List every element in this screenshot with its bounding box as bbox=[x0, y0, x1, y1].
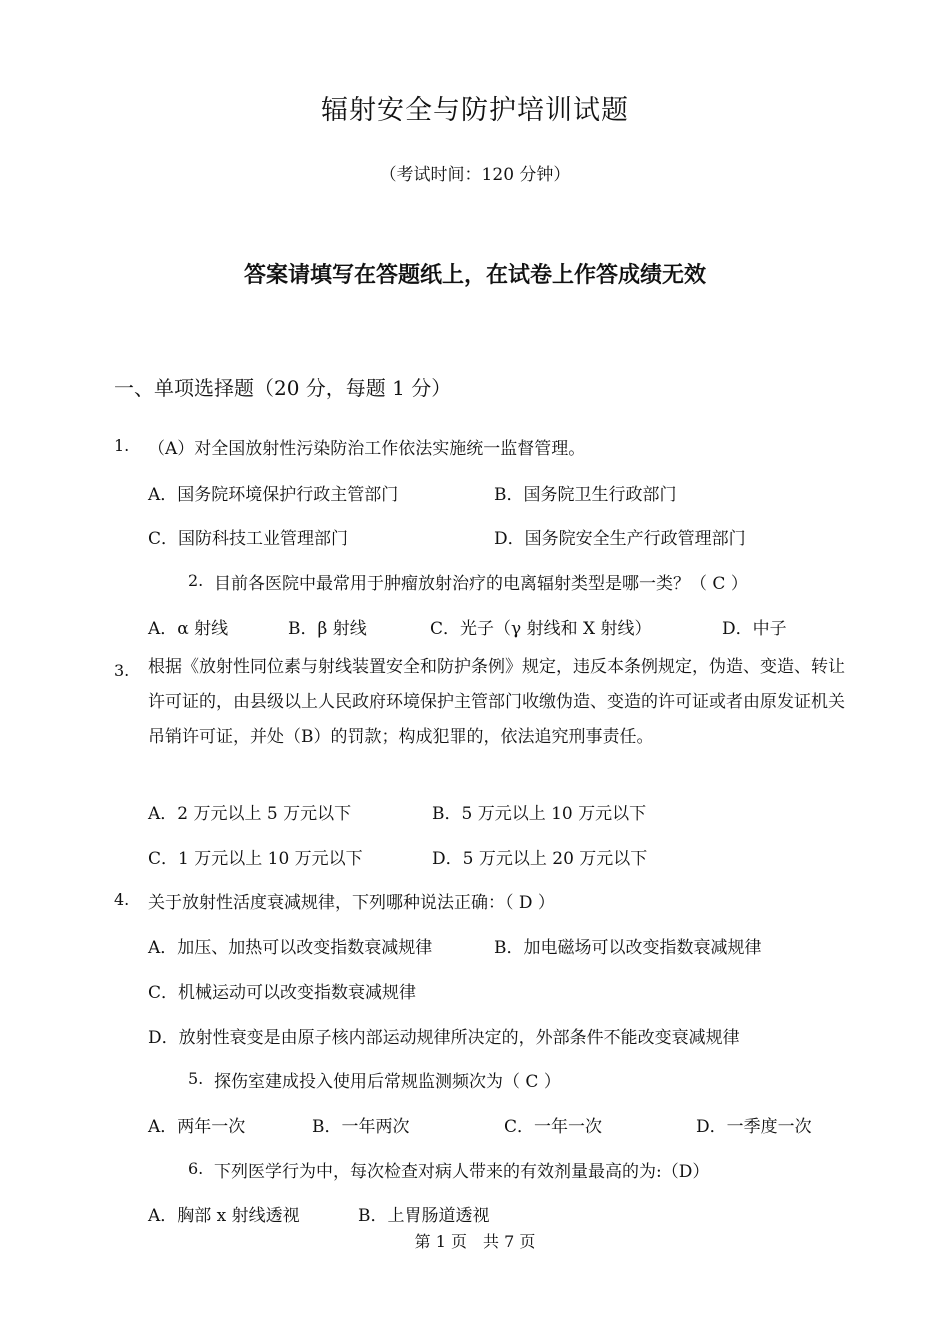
question-number: 5. bbox=[188, 1069, 204, 1088]
page-footer: 第 1 页 共 7 页 bbox=[414, 1232, 536, 1251]
option-b: B．国务院卫生行政部门 bbox=[494, 485, 677, 505]
option-c: C．光子（γ 射线和 X 射线） bbox=[430, 619, 652, 639]
option-d: D．中子 bbox=[722, 619, 787, 639]
document-title: 辐射安全与防护培训试题 bbox=[321, 95, 629, 126]
option-b: B．β 射线 bbox=[288, 619, 367, 639]
answer-notice: 答案请填写在答题纸上，在试卷上作答成绩无效 bbox=[243, 263, 706, 288]
option-d: D．国务院安全生产行政管理部门 bbox=[494, 529, 746, 549]
option-c: C．一年一次 bbox=[504, 1117, 603, 1137]
option-a: A．两年一次 bbox=[148, 1117, 246, 1137]
option-b: B．5 万元以上 10 万元以下 bbox=[432, 804, 647, 824]
exam-time: （考试时间：120 分钟） bbox=[379, 165, 571, 185]
option-b: B．加电磁场可以改变指数衰减规律 bbox=[494, 938, 762, 958]
question-text: 关于放射性活度衰减规律，下列哪种说法正确：（ D ） bbox=[148, 893, 555, 913]
option-b: B．一年两次 bbox=[312, 1117, 410, 1137]
option-d: D．一季度一次 bbox=[696, 1117, 812, 1137]
question-text: 目前各医院中最常用于肿瘤放射治疗的电离辐射类型是哪一类？（ C ） bbox=[214, 574, 748, 594]
question-number: 4. bbox=[114, 890, 130, 909]
option-d: D．放射性衰变是由原子核内部运动规律所决定的，外部条件不能改变衰减规律 bbox=[148, 1028, 740, 1048]
question-number: 1. bbox=[114, 436, 130, 455]
option-a: A．胸部 x 射线透视 bbox=[148, 1206, 300, 1226]
question-number: 3. bbox=[114, 661, 130, 680]
option-b: B．上胃肠道透视 bbox=[358, 1206, 490, 1226]
question-text: 下列医学行为中，每次检查对病人带来的有效剂量最高的为:（D） bbox=[214, 1162, 710, 1182]
option-a: A．α 射线 bbox=[148, 619, 229, 639]
question-text: 探伤室建成投入使用后常规监测频次为（ C ） bbox=[214, 1072, 561, 1092]
question-number: 6. bbox=[188, 1159, 204, 1178]
question-text: 根据《放射性同位素与射线装置安全和防护条例》规定，违反本条例规定，伪造、变造、转让许可证的，由县级以上人民政府环境保护主管部门收缴伪造、变造的许可证或者由原发证机关吊销许可证，并处（B）的罚款；构成犯罪的，依法追究刑事责任。 bbox=[148, 657, 845, 747]
option-c: C．1 万元以上 10 万元以下 bbox=[148, 849, 363, 869]
question-number: 2. bbox=[188, 571, 204, 590]
option-d: D．5 万元以上 20 万元以下 bbox=[432, 849, 648, 869]
option-c: C．机械运动可以改变指数衰减规律 bbox=[148, 983, 417, 1003]
question-text: （A）对全国放射性污染防治工作依法实施统一监督管理。 bbox=[148, 439, 586, 459]
section-heading: 一、单项选择题（20 分，每题 1 分） bbox=[114, 376, 452, 400]
option-a: A．加压、加热可以改变指数衰减规律 bbox=[148, 938, 433, 958]
option-c: C．国防科技工业管理部门 bbox=[148, 529, 349, 549]
option-a: A．2 万元以上 5 万元以下 bbox=[148, 804, 352, 824]
option-a: A．国务院环境保护行政主管部门 bbox=[148, 485, 399, 505]
